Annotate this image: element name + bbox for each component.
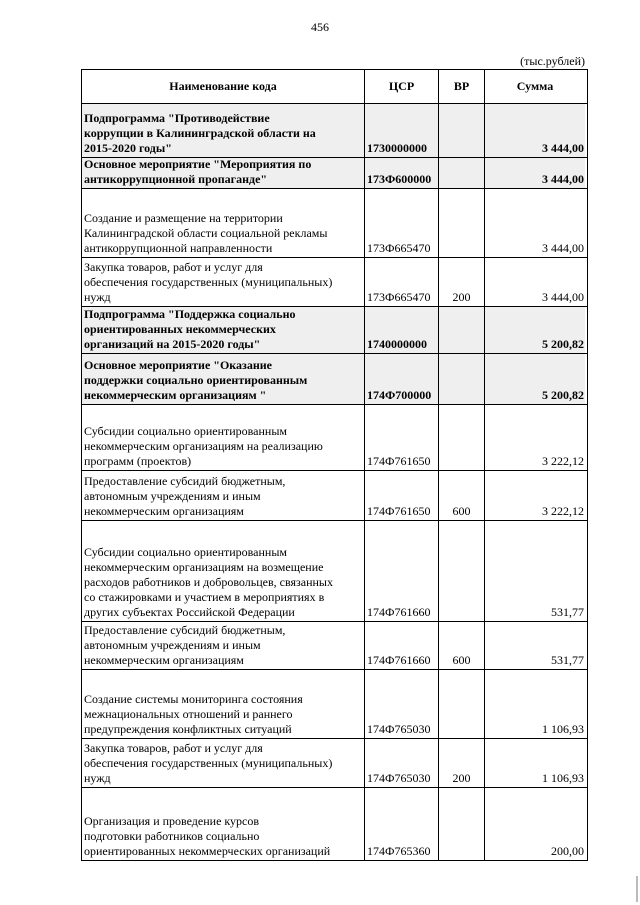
row-name-cell: [82, 788, 365, 860]
row-name-cell-text: Субсидии социально ориентированным некоммерческим организациям на возмещение расходов работников и добровольцев, связанных со стажировками и участием в мероприятиях в других субъектах Российской Федерации: [84, 545, 333, 619]
table-row: [82, 189, 587, 258]
row-name-cell: [82, 258, 365, 306]
row-sum-cell-text: 531,77: [551, 653, 584, 667]
table-row: [82, 788, 587, 860]
table-row: [82, 739, 587, 788]
row-csr-cell-text: 174Ф765030: [367, 771, 431, 785]
row-csr-cell-text: 1740000000: [367, 337, 427, 351]
row-name-cell-text: Предоставление субсидий бюджетным, автономным учреждениям и иным некоммерческим организациям: [84, 474, 286, 518]
scan-edge-mark: [636, 876, 638, 902]
row-name-cell: [82, 471, 365, 520]
row-vr-cell: [439, 622, 485, 669]
row-sum-cell-text: 3 222,12: [542, 454, 584, 468]
row-name-cell-text: Основное мероприятие "Оказание поддержки социально ориентированным некоммерческим организациям ": [84, 358, 308, 402]
row-vr-cell-text: 200: [452, 290, 471, 304]
header-csr: ЦСР: [365, 70, 439, 103]
row-name-cell: [82, 354, 365, 404]
row-csr-cell-text: 173Ф600000: [367, 172, 432, 186]
row-name-cell-text: Предоставление субсидий бюджетным, автономным учреждениям и иным некоммерческим организациям: [84, 623, 286, 667]
row-vr-cell: [439, 258, 485, 306]
row-vr-cell: [439, 104, 485, 157]
row-name-cell: [82, 739, 365, 787]
row-name-cell-text: Закупка товаров, работ и услуг для обеспечения государственных (муниципальных) нужд: [84, 260, 333, 304]
row-sum-cell: [485, 189, 585, 257]
row-vr-cell: [439, 521, 485, 621]
row-name-cell: [82, 307, 365, 353]
row-vr-cell-text: 600: [452, 653, 471, 667]
row-csr-cell-text: 174Ф765360: [367, 844, 431, 858]
row-csr-cell: [365, 788, 439, 860]
row-csr-cell: [365, 104, 439, 157]
row-name-cell-text: Основное мероприятие "Мероприятия по антикоррупционной пропаганде": [84, 158, 312, 186]
row-sum-cell-text: 1 106,93: [542, 722, 584, 736]
row-sum-cell-text: 3 444,00: [542, 172, 584, 186]
row-name-cell-text: Организация и проведение курсов подготовки работников социально ориентированных некоммерческих организаций: [84, 814, 331, 858]
budget-table: [81, 69, 588, 861]
row-csr-cell-text: 1730000000: [367, 141, 427, 155]
row-csr-cell-text: 174Ф765030: [367, 722, 431, 736]
row-sum-cell: [485, 788, 585, 860]
row-sum-cell: [485, 258, 585, 306]
row-csr-cell: [365, 521, 439, 621]
row-csr-cell: [365, 258, 439, 306]
row-sum-cell: [485, 307, 585, 353]
row-name-cell: [82, 104, 365, 157]
row-sum-cell: [485, 354, 585, 404]
table-body: [82, 104, 587, 860]
row-csr-cell-text: 174Ф761650: [367, 454, 431, 468]
table-row: [82, 104, 587, 158]
row-sum-cell-text: 5 200,82: [542, 337, 584, 351]
row-vr-cell-text: 600: [452, 504, 471, 518]
row-sum-cell: [485, 622, 585, 669]
row-csr-cell: [365, 189, 439, 257]
row-sum-cell: [485, 158, 585, 188]
row-vr-cell-text: 200: [452, 771, 471, 785]
row-sum-cell-text: 3 222,12: [542, 504, 584, 518]
row-name-cell-text: Субсидии социально ориентированным некоммерческим организациям на реализацию программ (проектов): [84, 424, 323, 468]
table-row: [82, 405, 587, 471]
table-row: [82, 158, 587, 189]
row-csr-cell: [365, 670, 439, 738]
header-name: Наименование кода: [82, 70, 365, 103]
row-name-cell: [82, 189, 365, 257]
row-vr-cell: [439, 788, 485, 860]
row-sum-cell-text: 1 106,93: [542, 771, 584, 785]
table-row: [82, 354, 587, 405]
row-csr-cell-text: 174Ф761660: [367, 653, 431, 667]
row-vr-cell: [439, 158, 485, 188]
row-name-cell: [82, 521, 365, 621]
row-csr-cell: [365, 158, 439, 188]
row-csr-cell: [365, 354, 439, 404]
row-csr-cell: [365, 471, 439, 520]
row-sum-cell: [485, 739, 585, 787]
row-sum-cell: [485, 471, 585, 520]
row-name-cell-text: Подпрограмма "Противодействие коррупции в Калининградской области на 2015-2020 годы": [84, 111, 316, 155]
row-sum-cell-text: 531,77: [551, 605, 584, 619]
row-name-cell-text: Создание и размещение на территории Калининградской области социальной рекламы антикоррупционной направленности: [84, 211, 328, 255]
row-name-cell-text: Закупка товаров, работ и услуг для обеспечения государственных (муниципальных) нужд: [84, 741, 333, 785]
header-vr: ВР: [439, 70, 485, 103]
row-sum-cell-text: 3 444,00: [542, 141, 584, 155]
table-row: [82, 622, 587, 670]
row-name-cell: [82, 670, 365, 738]
table-row: [82, 670, 587, 739]
row-name-cell-text: Подпрограмма "Поддержка социально ориентированных некоммерческих организаций на 2015-2020 годы": [84, 307, 296, 351]
row-sum-cell-text: 200,00: [551, 844, 584, 858]
row-sum-cell: [485, 670, 585, 738]
row-csr-cell: [365, 405, 439, 470]
row-csr-cell-text: 174Ф761650: [367, 504, 431, 518]
table-row: [82, 307, 587, 354]
row-csr-cell-text: 174Ф761660: [367, 605, 431, 619]
row-csr-cell-text: 173Ф665470: [367, 241, 431, 255]
table-row: [82, 471, 587, 521]
row-sum-cell: [485, 521, 585, 621]
header-sum: Сумма: [516, 79, 554, 93]
table-row: [82, 258, 587, 307]
row-vr-cell: [439, 354, 485, 404]
row-name-cell: [82, 405, 365, 470]
table-header: [82, 70, 587, 104]
row-csr-cell-text: 174Ф700000: [367, 388, 432, 402]
row-sum-cell-text: 3 444,00: [542, 290, 584, 304]
row-name-cell: [82, 158, 365, 188]
row-sum-cell-text: 3 444,00: [542, 241, 584, 255]
row-csr-cell: [365, 307, 439, 353]
row-vr-cell: [439, 307, 485, 353]
row-vr-cell: [439, 739, 485, 787]
row-name-cell-text: Создание системы мониторинга состояния межнациональных отношений и раннего предупреждения конфликтных ситуаций: [84, 692, 303, 736]
row-vr-cell: [439, 405, 485, 470]
page-number: 456: [311, 20, 329, 34]
row-csr-cell-text: 173Ф665470: [367, 290, 431, 304]
row-vr-cell: [439, 471, 485, 520]
row-sum-cell: [485, 405, 585, 470]
row-sum-cell-text: 5 200,82: [542, 388, 584, 402]
units-label: (тыс.рублей): [520, 54, 585, 68]
row-csr-cell: [365, 622, 439, 669]
table-row: [82, 521, 587, 622]
row-csr-cell: [365, 739, 439, 787]
row-vr-cell: [439, 189, 485, 257]
row-vr-cell: [439, 670, 485, 738]
row-sum-cell: [485, 104, 585, 157]
row-name-cell: [82, 622, 365, 669]
